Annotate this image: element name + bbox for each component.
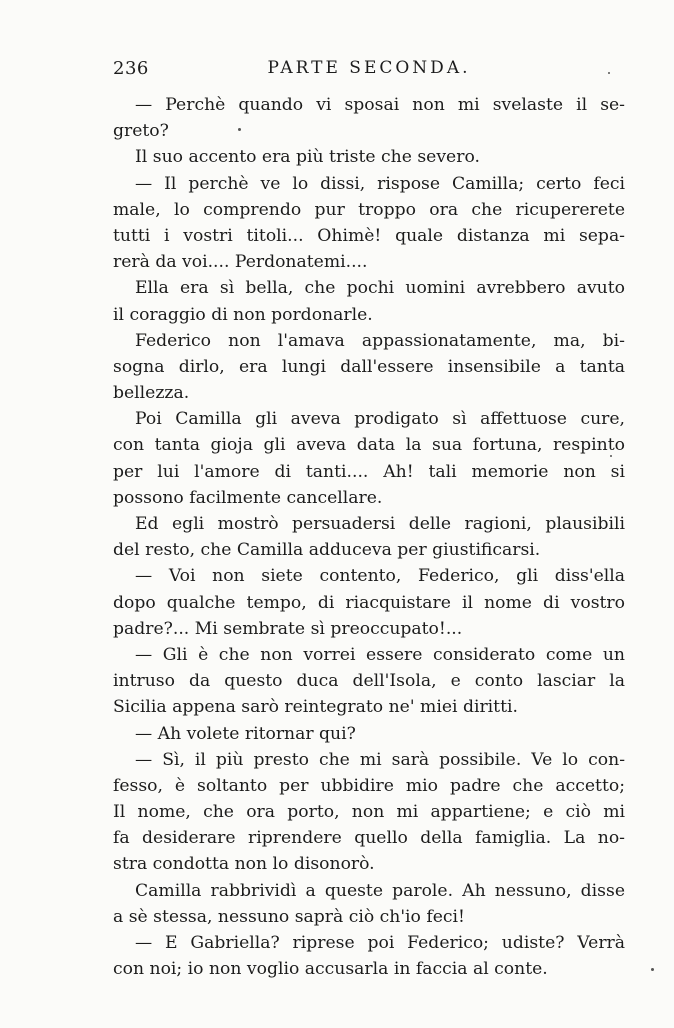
text-line: greto? — [113, 121, 169, 142]
text-line: Ed egli mostrò persuadersi delle ragioni, plausibili — [135, 514, 625, 534]
text-line: Camilla rabbrividì a queste parole. Ah nessuno, disse — [135, 880, 625, 901]
text-line: sogna dirlo, era lungi dall'essere insensibile a tanta — [113, 356, 625, 377]
text-line: — Ah volete ritornar qui? — [135, 723, 356, 744]
text-line: del resto, che Camilla adduceva per giustificarsi. — [113, 540, 541, 561]
text-line: male, lo comprendo pur troppo ora che ricupererete — [113, 199, 625, 220]
text-line: — Sì, il più presto che mi sarà possibile. Ve lo con- — [135, 749, 625, 770]
text-line: Sicilia appena sarò reintegrato ne' miei diritti. — [113, 697, 518, 718]
text-line: — Perchè quando vi sposai non mi svelaste il se- — [135, 95, 625, 115]
text-line: Il suo accento era più triste che severo. — [135, 147, 480, 168]
speck-mark — [608, 72, 610, 74]
speck-mark — [651, 968, 654, 971]
text-line: il coraggio di non pordonarle. — [113, 304, 373, 325]
text-line: intruso da questo duca dell'Isola, e conto lasciar la — [113, 671, 625, 692]
text-line: fesso, è soltanto per ubbidire mio padre che accetto; — [113, 775, 625, 796]
text-line: fa desiderare riprendere quello della famiglia. La no- — [113, 828, 625, 849]
page-number: 236 — [113, 58, 149, 79]
text-line: — E Gabriella? riprese poi Federico; udiste? Verrà — [135, 933, 625, 953]
text-line: — Il perchè ve lo dissi, rispose Camilla; certo feci — [135, 173, 625, 194]
running-title: PARTE SECONDA. — [267, 58, 471, 78]
text-line: a sè stessa, nessuno saprà ciò ch'io feci! — [113, 906, 465, 927]
text-line: con tanta gioja gli aveva data la sua fortuna, respinto — [113, 435, 625, 456]
text-line: — Gli è che non vorrei essere considerato come un — [135, 644, 625, 665]
speck-mark — [610, 455, 612, 457]
body-text — [113, 92, 625, 982]
speck-mark — [238, 128, 241, 131]
text-line: — Voi non siete contento, Federico, gli diss'ella — [135, 566, 625, 587]
page-header — [113, 58, 625, 88]
text-line: bellezza. — [113, 383, 190, 404]
text-line: Poi Camilla gli aveva prodigato sì affettuose cure, — [135, 409, 625, 430]
text-line: Ella era sì bella, che pochi uomini avrebbero avuto — [135, 278, 625, 299]
text-line: padre?... Mi sembrate sì preoccupato!... — [113, 618, 463, 639]
text-line: Il nome, che ora porto, non mi appartiene; e ciò mi — [113, 802, 625, 823]
text-line: tutti i vostri titoli... Ohimè! quale distanza mi sepa- — [113, 225, 625, 246]
text-line: stra condotta non lo disonorò. — [113, 854, 375, 875]
text-line: rerà da voi.... Perdonatemi.... — [113, 252, 368, 273]
text-line: Federico non l'amava appassionatamente, ma, bi- — [135, 330, 625, 351]
text-line: dopo qualche tempo, di riacquistare il nome di vostro — [113, 592, 625, 613]
text-line: possono facilmente cancellare. — [113, 487, 383, 508]
text-line: per lui l'amore di tanti.... Ah! tali memorie non si — [113, 461, 625, 482]
text-line: con noi; io non voglio accusarla in faccia al conte. — [113, 959, 548, 980]
